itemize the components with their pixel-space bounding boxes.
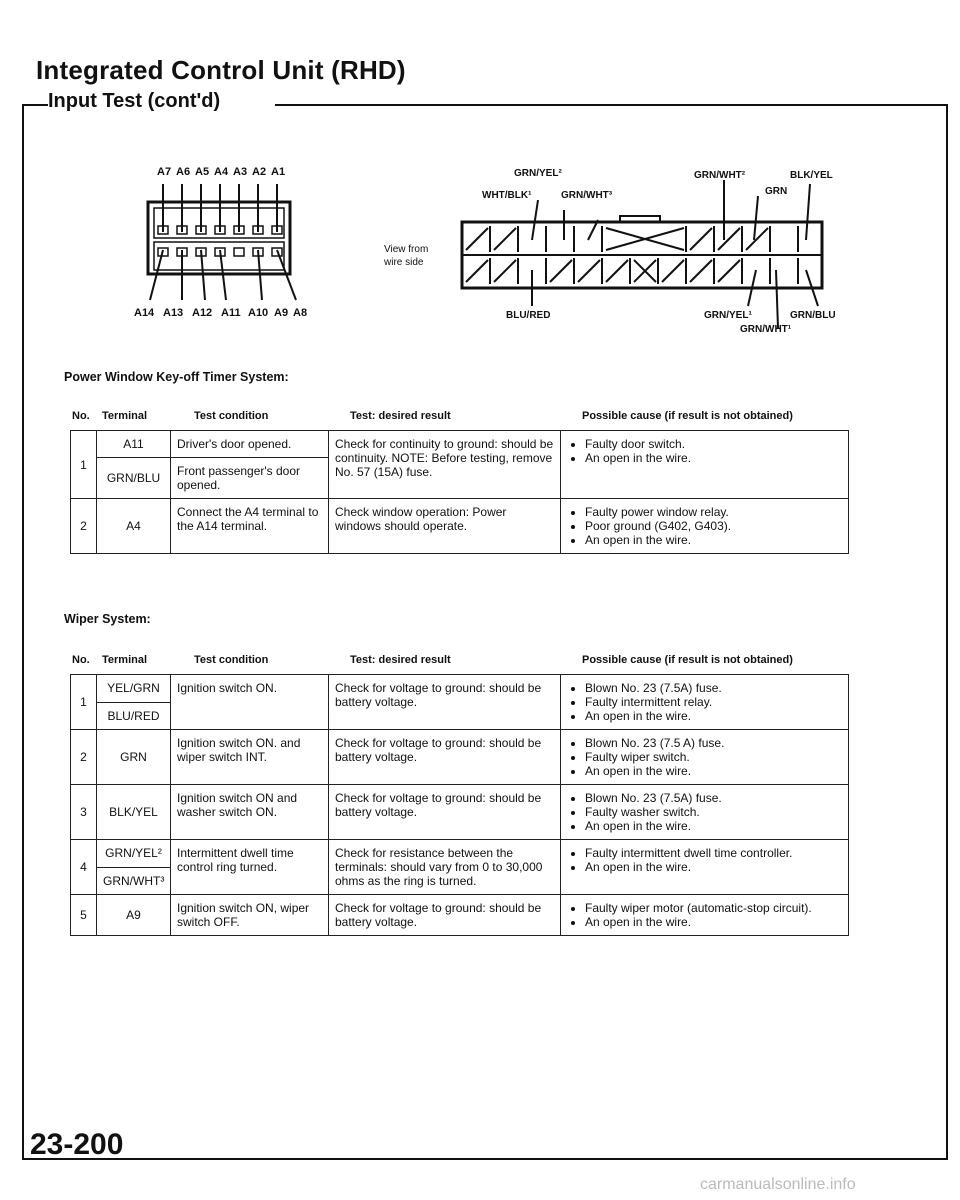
- pin-label-a7: A7: [157, 166, 172, 178]
- result-cell: Check for resistance between the terminals: should vary from 0 to 30,000 ohms as the ring is turned.: [329, 840, 561, 895]
- cause-item: • Faulty power window relay.: [585, 505, 842, 519]
- col-desired-result: Test: desired result: [350, 654, 451, 666]
- col-desired-result: Test: desired result: [350, 410, 451, 422]
- wire-label-grn-wht2: GRN/WHT²: [694, 170, 746, 181]
- col-test-condition: Test condition: [194, 410, 269, 422]
- table-row: [71, 785, 849, 840]
- cause-cell: [561, 895, 849, 936]
- row-number: 4: [71, 840, 97, 895]
- power-window-heading: Power Window Key-off Timer System:: [64, 370, 289, 384]
- result-cell: Check for voltage to ground: should be battery voltage.: [329, 730, 561, 785]
- cause-item: • Faulty wiper motor (automatic-stop circuit).: [585, 901, 842, 915]
- left-connector: [148, 184, 296, 300]
- table-row: [71, 730, 849, 785]
- terminal-cell: GRN/BLU: [97, 458, 171, 499]
- section-title: Input Test (cont'd): [48, 90, 221, 112]
- pin-label-a8: A8: [293, 307, 308, 319]
- result-cell: Check for continuity to ground: should be continuity. NOTE: Before testing, remove No. 57 (15A) fuse.: [329, 431, 561, 499]
- table-row: [71, 675, 849, 703]
- pin-label-a6: A6: [176, 166, 191, 178]
- terminal-cell: BLU/RED: [97, 702, 171, 730]
- pin-label-a10: A10: [248, 307, 269, 319]
- view-from-label: [384, 243, 428, 269]
- pin-label-a2: A2: [252, 166, 267, 178]
- cause-item: • An open in the wire.: [585, 764, 842, 778]
- row-number: 2: [71, 730, 97, 785]
- col-no: No.: [72, 654, 90, 666]
- condition-cell: Ignition switch ON, wiper switch OFF.: [171, 895, 329, 936]
- table-row: [71, 840, 849, 868]
- wire-label-blk-yel: BLK/YEL: [790, 170, 833, 181]
- cause-item: • An open in the wire.: [585, 819, 842, 833]
- pin-label-a11: A11: [221, 307, 241, 319]
- cause-item: • An open in the wire.: [585, 533, 842, 547]
- condition-cell: Ignition switch ON. and wiper switch INT.: [171, 730, 329, 785]
- col-possible-cause: Possible cause (if result is not obtained): [582, 410, 793, 422]
- cause-cell: [561, 730, 849, 785]
- row-number: 1: [71, 675, 97, 730]
- cause-item: • Blown No. 23 (7.5A) fuse.: [585, 681, 842, 695]
- cause-item: • An open in the wire.: [585, 915, 842, 929]
- condition-cell: Ignition switch ON and washer switch ON.: [171, 785, 329, 840]
- wire-label-grn-yel1: GRN/YEL¹: [704, 310, 752, 321]
- result-cell: Check for voltage to ground: should be battery voltage.: [329, 675, 561, 730]
- wire-label-wht-blk1: WHT/BLK¹: [482, 190, 532, 201]
- terminal-cell: A9: [97, 895, 171, 936]
- col-terminal: Terminal: [102, 410, 148, 422]
- result-cell: Check for voltage to ground: should be battery voltage.: [329, 785, 561, 840]
- col-no: No.: [72, 410, 90, 422]
- terminal-cell: A4: [97, 499, 171, 554]
- cause-item: • Faulty intermittent relay.: [585, 695, 842, 709]
- cause-item: • Faulty intermittent dwell time controller.: [585, 846, 842, 860]
- cause-item: • Blown No. 23 (7.5 A) fuse.: [585, 736, 842, 750]
- power-window-table: [70, 430, 849, 554]
- pin-label-a3: A3: [233, 166, 248, 178]
- terminal-cell: A11: [97, 431, 171, 458]
- terminal-cell: GRN/YEL²: [97, 840, 171, 868]
- pin-label-a12: A12: [192, 307, 213, 319]
- cause-item: • An open in the wire.: [585, 451, 842, 465]
- left-connector-top-labels: [157, 166, 285, 178]
- condition-cell: Ignition switch ON.: [171, 675, 329, 730]
- right-connector: [462, 180, 822, 328]
- cause-cell: [561, 431, 849, 499]
- wire-label-grn-yel2: GRN/YEL²: [514, 168, 562, 179]
- row-number: 1: [71, 431, 97, 499]
- view-from-line1: View from: [384, 244, 429, 255]
- cause-item: • Faulty wiper switch.: [585, 750, 842, 764]
- table-row: [71, 895, 849, 936]
- pin-label-a1: A1: [271, 166, 286, 178]
- col-possible-cause: Possible cause (if result is not obtained): [582, 654, 793, 666]
- cause-item: • Blown No. 23 (7.5A) fuse.: [585, 791, 842, 805]
- terminal-cell: GRN/WHT³: [97, 867, 171, 895]
- cause-item: • An open in the wire.: [585, 860, 842, 874]
- wire-label-blu-red: BLU/RED: [506, 310, 551, 321]
- right-connector-labels: [482, 168, 836, 335]
- row-number: 2: [71, 499, 97, 554]
- wire-label-grn-wht3: GRN/WHT³: [561, 190, 613, 201]
- row-number: 3: [71, 785, 97, 840]
- watermark: carmanualsonline.info: [700, 1176, 856, 1193]
- cause-item: • Faulty washer switch.: [585, 805, 842, 819]
- page-number: 23-200: [30, 1128, 124, 1161]
- wiper-table: [70, 674, 849, 936]
- pin-label-a9: A9: [274, 307, 289, 319]
- col-terminal: Terminal: [102, 654, 148, 666]
- cause-item: • Faulty door switch.: [585, 437, 842, 451]
- terminal-cell: BLK/YEL: [97, 785, 171, 840]
- wire-label-grn: GRN: [765, 186, 788, 197]
- condition-cell: Intermittent dwell time control ring turned.: [171, 840, 329, 895]
- frame-line: [22, 1158, 948, 1160]
- cause-cell: [561, 499, 849, 554]
- condition-cell: Front passenger's door opened.: [171, 458, 329, 499]
- cause-cell: [561, 785, 849, 840]
- cause-cell: [561, 840, 849, 895]
- row-number: 5: [71, 895, 97, 936]
- cause-item: • An open in the wire.: [585, 709, 842, 723]
- wiper-heading: Wiper System:: [64, 612, 151, 626]
- pin-label-a13: A13: [163, 307, 184, 319]
- table-row: [71, 431, 849, 458]
- result-cell: Check window operation: Power windows should operate.: [329, 499, 561, 554]
- terminal-cell: YEL/GRN: [97, 675, 171, 703]
- wire-label-grn-blu: GRN/BLU: [790, 310, 836, 321]
- connector-diagram: [0, 0, 960, 360]
- view-from-line2: wire side: [384, 257, 424, 268]
- result-cell: Check for voltage to ground: should be battery voltage.: [329, 895, 561, 936]
- cause-cell: [561, 675, 849, 730]
- page-title: Integrated Control Unit (RHD): [36, 55, 406, 85]
- condition-cell: Connect the A4 terminal to the A14 terminal.: [171, 499, 329, 554]
- condition-cell: Driver's door opened.: [171, 431, 329, 458]
- left-connector-bottom-labels: [134, 307, 307, 319]
- wire-label-grn-wht1: GRN/WHT¹: [740, 324, 792, 335]
- pin-label-a5: A5: [195, 166, 210, 178]
- cause-item: • Poor ground (G402, G403).: [585, 519, 842, 533]
- pin-label-a4: A4: [214, 166, 229, 178]
- table-row: [71, 499, 849, 554]
- col-test-condition: Test condition: [194, 654, 269, 666]
- pin-label-a14: A14: [134, 307, 155, 319]
- terminal-cell: GRN: [97, 730, 171, 785]
